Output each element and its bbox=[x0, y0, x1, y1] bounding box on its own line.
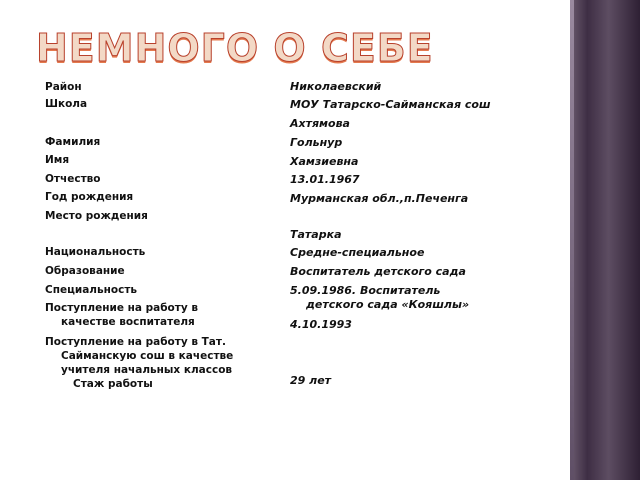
value-specialty: Воспитатель детского сада bbox=[290, 265, 466, 278]
label-nationality: Национальность bbox=[45, 246, 146, 258]
value-hire-educator bbox=[290, 284, 469, 312]
label-patronymic: Отчество bbox=[45, 173, 101, 185]
label-hire-teacher-line2: Сайманскую сош в качестве bbox=[61, 350, 234, 362]
value-patronymic: Хамзиевна bbox=[290, 155, 359, 168]
decorative-side-band bbox=[570, 0, 640, 480]
label-district: Район bbox=[45, 81, 82, 93]
label-experience: Стаж работы bbox=[73, 378, 153, 390]
label-school: Школа bbox=[45, 98, 88, 110]
value-hire-educator-line1: 5.09.1986. Воспитатель bbox=[290, 284, 441, 297]
label-name: Имя bbox=[45, 154, 70, 166]
value-education: Средне-специальное bbox=[290, 246, 425, 259]
label-hire-teacher bbox=[45, 335, 233, 391]
label-hire-educator bbox=[45, 301, 198, 329]
value-district: Николаевский bbox=[290, 80, 382, 93]
value-name: Гольнур bbox=[290, 136, 343, 149]
label-birth-place: Место рождения bbox=[45, 210, 148, 222]
value-surname: Ахтямова bbox=[290, 117, 350, 130]
label-hire-educator-line1: Поступление на работу в bbox=[45, 302, 198, 314]
label-surname: Фамилия bbox=[45, 136, 101, 148]
label-hire-teacher-line3: учителя начальных классов bbox=[61, 364, 233, 376]
slide-title: НЕМНОГО О СЕБЕ bbox=[36, 26, 434, 70]
label-birth-year: Год рождения bbox=[45, 191, 134, 203]
value-birth-place: Мурманская обл.,п.Печенга bbox=[290, 192, 469, 205]
value-school: МОУ Татарско-Сайманская сош bbox=[290, 98, 491, 111]
label-hire-educator-line2: качестве воспитателя bbox=[61, 316, 195, 328]
value-nationality: Татарка bbox=[290, 228, 342, 241]
value-hire-teacher: 4.10.1993 bbox=[290, 318, 352, 331]
label-education: Образование bbox=[45, 265, 125, 277]
label-hire-teacher-line1: Поступление на работу в Тат. bbox=[45, 336, 226, 348]
value-birth-date: 13.01.1967 bbox=[290, 173, 360, 186]
value-experience: 29 лет bbox=[290, 374, 332, 387]
value-hire-educator-line2: детского сада «Кояшлы» bbox=[306, 298, 470, 311]
label-specialty: Специальность bbox=[45, 284, 138, 296]
